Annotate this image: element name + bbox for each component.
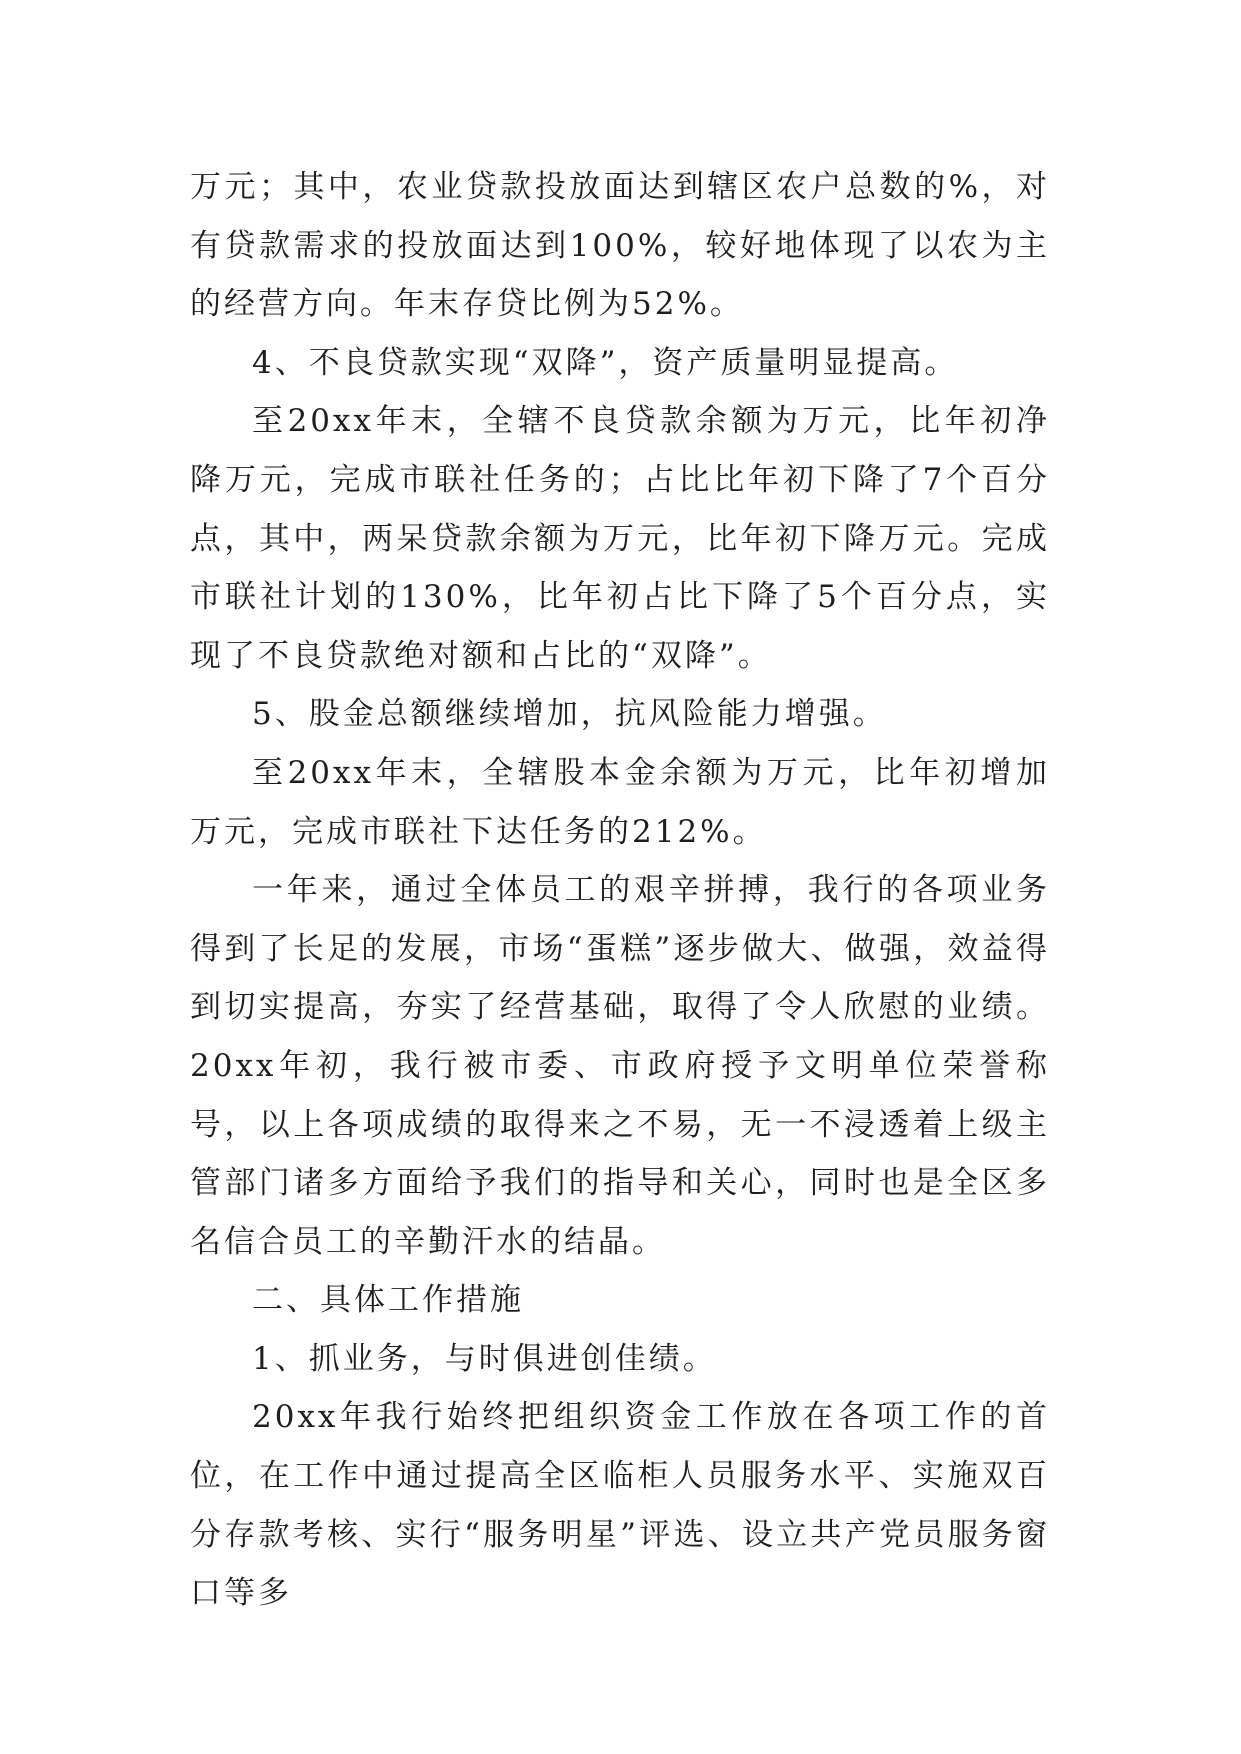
document-body [190, 158, 1050, 1623]
paragraph-year-summary: 一年来，通过全体员工的艰辛拼搏，我行的各项业务得到了长足的发展，市场“蛋糕”逐步做大、做强，效益得到切实提高，夯实了经营基础，取得了令人欣慰的业绩。20xx年初，我行被市委、市政府授予文明单位荣誉称号，以上各项成绩的取得来之不易，无一不浸透着上级主管部门诸多方面给予我们的指导和关心，同时也是全区多名信合员工的辛勤汗水的结晶。 [190, 872, 1050, 1260]
heading-business-focus: 1、抓业务，与时俱进创佳绩。 [252, 1340, 717, 1377]
paragraph-share-capital: 至20xx年末，全辖股本金余额为万元，比年初增加万元，完成市联社下达任务的212%。 [190, 754, 1050, 850]
heading-share-capital: 5、股金总额继续增加，抗风险能力增强。 [252, 696, 887, 733]
paragraph-nonperforming-loans: 至20xx年末，全辖不良贷款余额为万元，比年初净降万元，完成市联社任务的；占比比年初下降了7个百分点，其中，两呆贷款余额为万元，比年初下降万元。完成市联社计划的130%，比年初占比下降了5个百分点，实现了不良贷款绝对额和占比的“双降”。 [190, 403, 1050, 674]
heading-nonperforming-loans: 4、不良贷款实现“双降”，资产质量明显提高。 [252, 344, 959, 381]
paragraph-fund-organization: 20xx年我行始终把组织资金工作放在各项工作的首位，在工作中通过提高全区临柜人员服务水平、实施双百分存款考核、实行“服务明星”评选、设立共产党员服务窗口等多 [190, 1399, 1050, 1612]
section-heading-work-measures: 二、具体工作措施 [252, 1282, 524, 1319]
paragraph-loan-coverage: 万元；其中，农业贷款投放面达到辖区农户总数的%，对有贷款需求的投放面达到100%，较好地体现了以农为主的经营方向。年末存贷比例为52%。 [190, 169, 1050, 323]
